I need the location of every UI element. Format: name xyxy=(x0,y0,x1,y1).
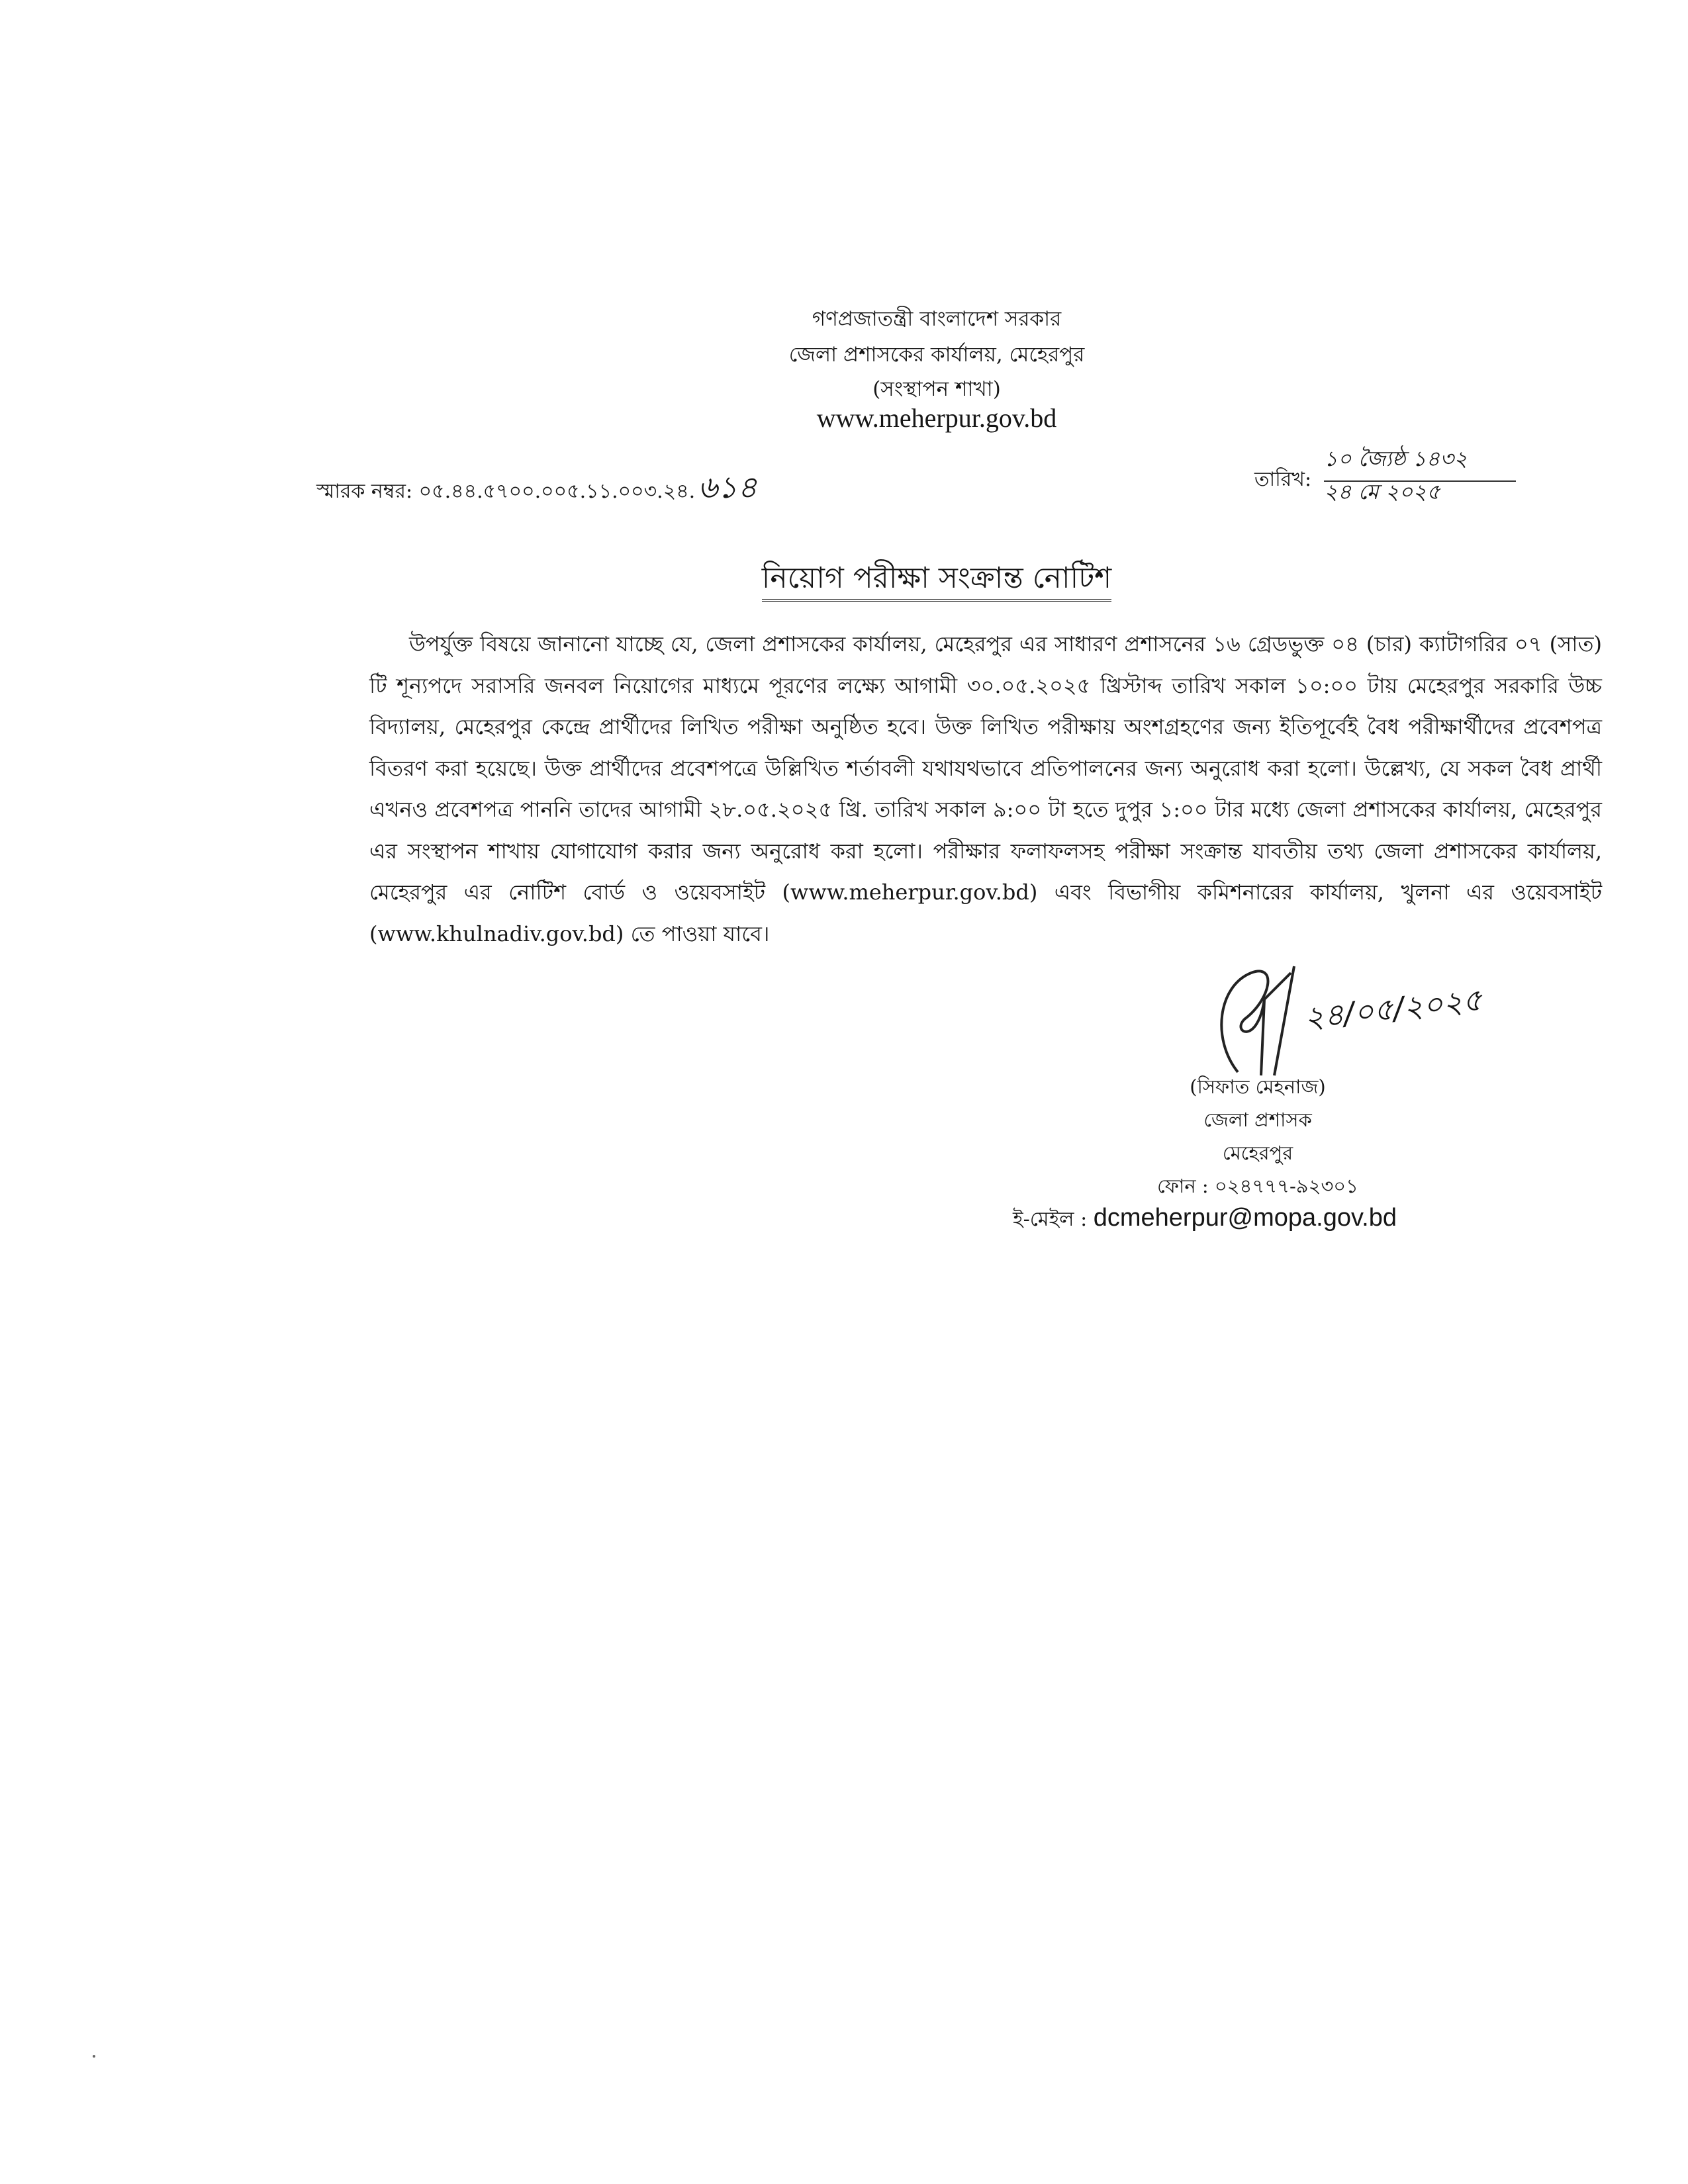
memo-number xyxy=(316,465,757,515)
office-name: জেলা প্রশাসকের কার্যালয়, মেহেরপুর xyxy=(788,343,1085,367)
email-address: dcmeherpur@mopa.gov.bd xyxy=(1093,1204,1397,1232)
notice-title xyxy=(0,556,1688,604)
signatory-phone: ফোন : ০২৪৭৭৭-৯২৩০১ xyxy=(1157,1175,1358,1197)
signatory-email xyxy=(1013,1203,1397,1237)
branch-name: (সংস্থাপন শাখা) xyxy=(872,377,1001,401)
signatory-district: মেহেরপুর xyxy=(1222,1142,1293,1164)
date-label: তারিখ: xyxy=(1254,468,1312,491)
government-name: গণপ্রজাতন্ত্রী বাংলাদেশ সরকার xyxy=(812,307,1062,331)
memo-handwritten-suffix: ৬১৪ xyxy=(698,469,757,505)
notice-body: উপর্যুক্ত বিষয়ে জানানো যাচ্ছে যে, জেলা প্রশাসকের কার্যালয়, মেহেরপুর এর সাধারণ প্রশাসনের ১৬ গ্রেডভুক্ত ০৪ (চার) ক্যাটাগরির ০৭ (সাত) টি শূন্যপদে সরাসরি জনবল নিয়োগের মাধ্যমে পূরণের লক্ষ্যে আগামী ৩০.০৫.২০২৫ খ্রিস্টাব্দ তারিখ সকাল ১০:০০ টায় মেহেরপুর সরকারি উচ্চ বিদ্যালয়, মেহেরপুর কেন্দ্রে প্রার্থীদের লিখিত পরীক্ষা অনুষ্ঠিত হবে। উক্ত লিখিত পরীক্ষায় অংশগ্রহণের জন্য ইতিপূর্বেই বৈধ পরীক্ষার্থীদের প্রবেশপত্র বিতরণ করা হয়েছে। উক্ত প্রার্থীদের প্রবেশপত্রে উল্লিখিত শর্তাবলী যথাযথভাবে প্রতিপালনের জন্য অনুরোধ করা হলো। উল্লেখ্য, যে সকল বৈধ প্রার্থী এখনও প্রবেশপত্র পাননি তাদের আগামী ২৮.০৫.২০২৫ খ্রি. তারিখ সকাল ৯:০০ টা হতে দুপুর ১:০০ টার মধ্যে জেলা প্রশাসকের কার্যালয়, মেহেরপুর এর সংস্থাপন শাখায় যোগাযোগ করার জন্য অনুরোধ করা হলো। পরীক্ষার ফলাফলসহ পরীক্ষা সংক্রান্ত যাবতীয় তথ্য জেলা প্রশাসকের কার্যালয়, মেহেরপুর এর নোটিশ বোর্ড ও ওয়েবসাইট (www.meherpur.gov.bd) এবং বিভাগীয় কমিশনারের কার্যালয়, খুলনা এর ওয়েবসাইট (www.khulnadiv.gov.bd) তে পাওয়া যাবে। xyxy=(369,631,1602,946)
signatory-name: (সিফাত মেহনাজ) xyxy=(1190,1075,1326,1098)
handwritten-signature xyxy=(1198,960,1542,1079)
memo-value: ০৫.৪৪.৫৭০০.০০৫.১১.০০৩.২৪. xyxy=(418,480,696,503)
scan-speck xyxy=(93,2055,95,2058)
office-website: www.meherpur.gov.bd xyxy=(816,403,1057,433)
signatory-designation: জেলা প্রশাসক xyxy=(1203,1109,1312,1131)
date-gregorian: ২৪ মে ২০২৫ xyxy=(1324,479,1440,504)
memo-label: স্মারক নম্বর: xyxy=(316,480,413,503)
signature-date: ২৪/০৫/২০২৫ xyxy=(1302,981,1484,1036)
email-label: ই-মেইল : xyxy=(1013,1208,1088,1231)
date-bangla: ১০ জ্যৈষ্ঠ ১৪৩২ xyxy=(1324,442,1516,482)
notice-title-text: নিয়োগ পরীক্ষা সংক্রান্ত নোটিশ xyxy=(762,561,1111,602)
